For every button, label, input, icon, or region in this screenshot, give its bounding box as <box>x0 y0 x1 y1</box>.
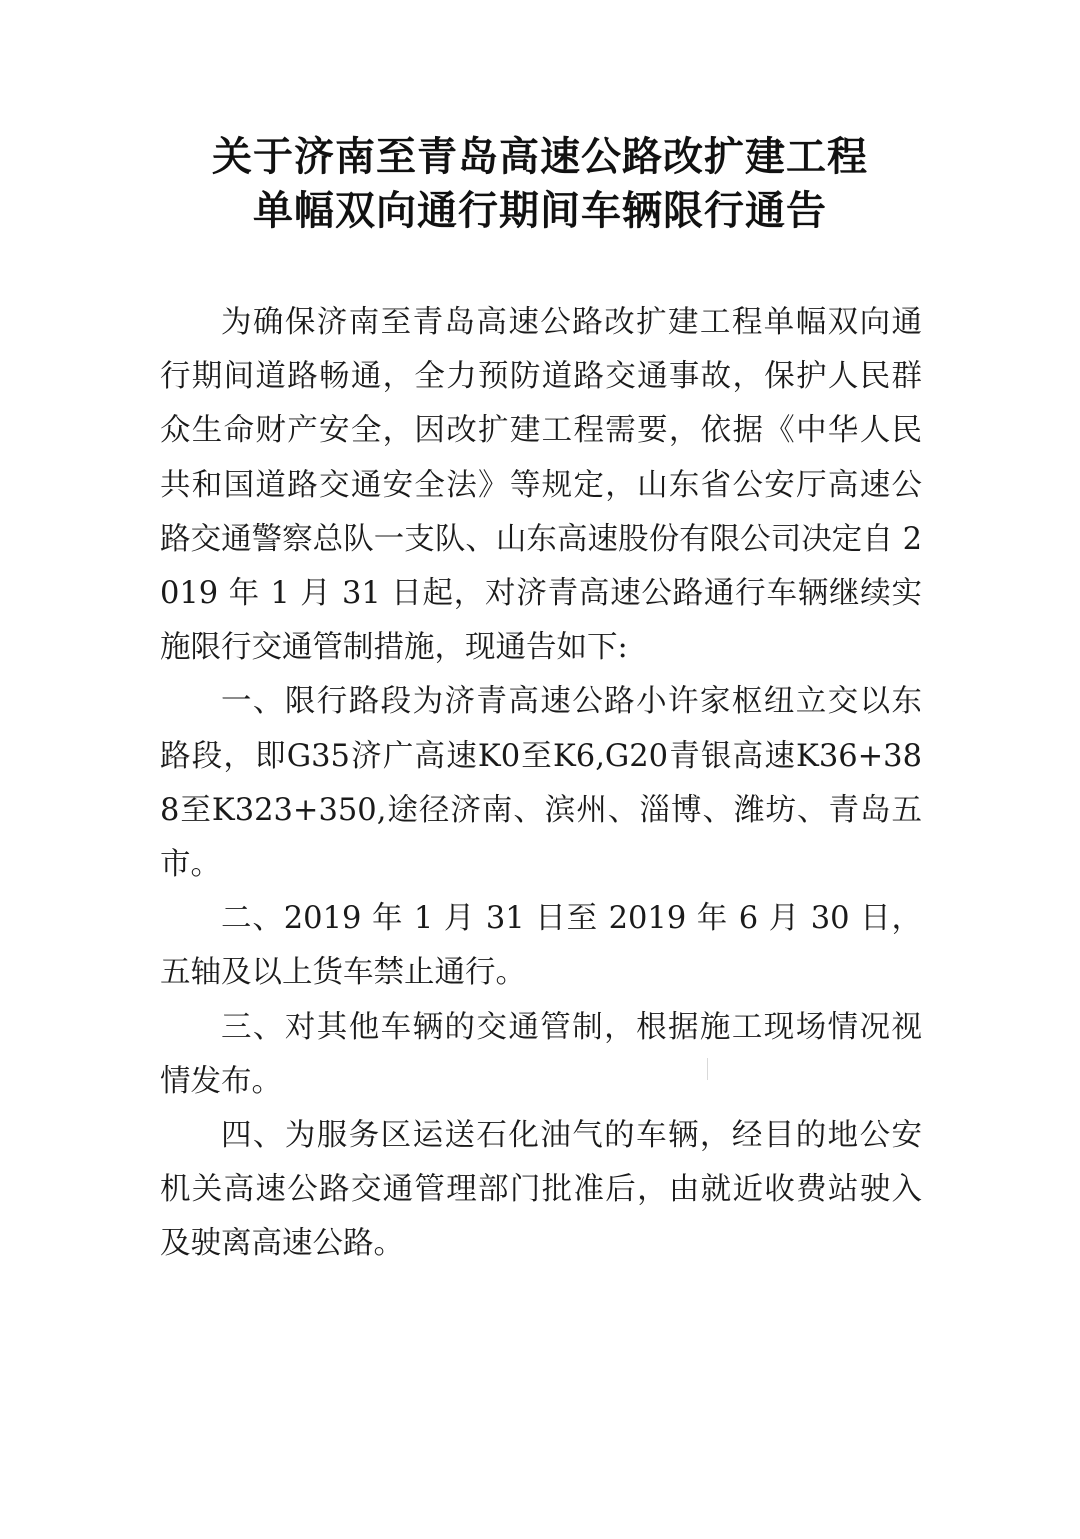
intro-paragraph: 为确保济南至青岛高速公路改扩建工程单幅双向通行期间道路畅通，全力预防道路交通事故，保护人民群众生命财产安全，因改扩建工程需要，依据《中华人民共和国道路交通安全法》等规定，山东省公安厅高速公路交通警察总队一支队、山东高速股份有限公司决定自 2019 年 1 月 31 日起，对济青高速公路通行车辆继续实施限行交通管制措施，现通告如下: <box>160 305 922 666</box>
item-4-paragraph: 四、为服务区运送石化油气的车辆，经目的地公安机关高速公路交通管理部门批准后，由就近收费站驶入及驶离高速公路。 <box>160 1118 922 1262</box>
item-1-paragraph: 一、限行路段为济青高速公路小许家枢纽立交以东路段，即G35济广高速K0至K6,G20青银高速K36+388至K323+350,途径济南、滨州、淄博、潍坊、青岛五市。 <box>160 684 922 883</box>
document-body <box>160 296 922 1272</box>
title-line-2: 单幅双向通行期间车辆限行通告 <box>253 188 827 234</box>
document-title <box>0 130 1080 238</box>
scan-mark <box>707 1058 708 1080</box>
item-3-paragraph: 三、对其他车辆的交通管制，根据施工现场情况视情发布。 <box>160 1009 922 1099</box>
title-line-1: 关于济南至青岛高速公路改扩建工程 <box>212 134 868 180</box>
item-2-paragraph: 二、2019 年 1 月 31 日至 2019 年 6 月 30 日，五轴及以上货车禁止通行。 <box>160 901 922 991</box>
